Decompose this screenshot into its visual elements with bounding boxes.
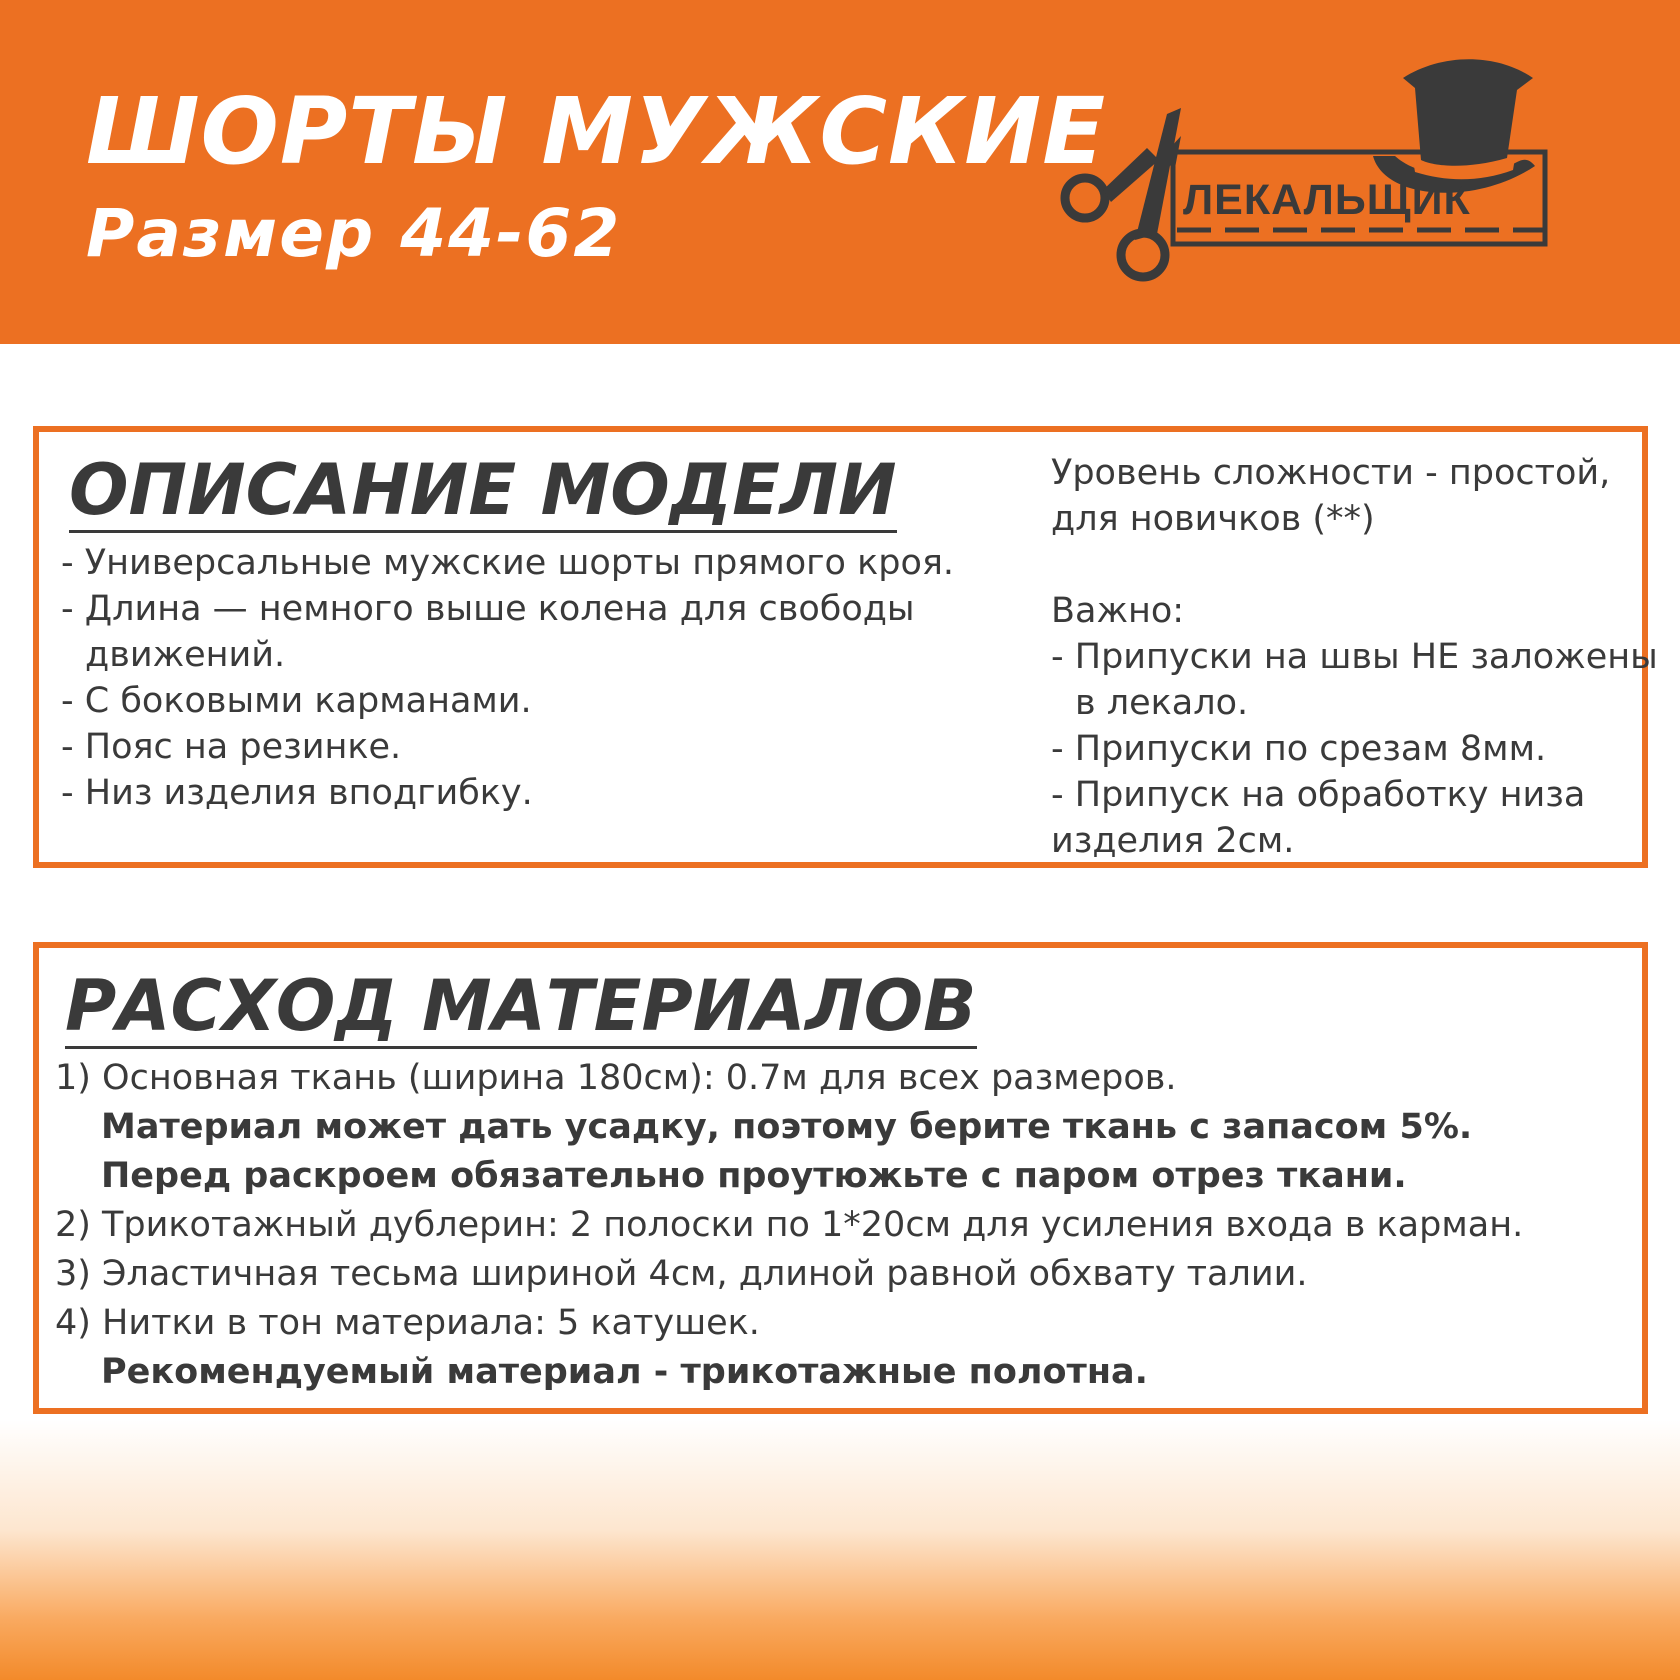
difficulty-note: Уровень сложности - простой,: [1051, 453, 1611, 493]
important-note: - Припуски по срезам 8мм.: [1051, 729, 1547, 769]
description-heading: ОПИСАНИЕ МОДЕЛИ: [69, 449, 897, 531]
important-note: - Припуски на швы НЕ заложены: [1051, 637, 1658, 677]
materials-box: [33, 942, 1648, 1414]
materials-list: [55, 1054, 1523, 1397]
page-title: ШОРТЫ МУЖСКИЕ: [86, 78, 1107, 185]
list-item: 2) Трикотажный дублерин: 2 полоски по 1*20см для усиления входа в карман.: [55, 1205, 1524, 1245]
list-item: - Низ изделия вподгибку.: [61, 773, 533, 813]
brand-logo: [1055, 48, 1565, 293]
list-item: движений.: [85, 635, 286, 675]
header-banner: [0, 0, 1680, 344]
logo-text: ЛЕКАЛЬЩИК: [1183, 176, 1471, 224]
list-item: 4) Нитки в тон материала: 5 катушек.: [55, 1303, 760, 1343]
list-item: 3) Эластичная тесьма шириной 4см, длиной равной обхвату талии.: [55, 1254, 1308, 1294]
scissors-top-hat-icon: [1055, 48, 1565, 293]
size-subtitle: Размер 44-62: [86, 195, 622, 272]
list-item: 1) Основная ткань (ширина 180см): 0.7м для всех размеров.: [55, 1058, 1177, 1098]
list-item: - Длина — немного выше колена для свободы: [61, 589, 915, 629]
list-item: - Универсальные мужские шорты прямого кроя.: [61, 543, 955, 583]
spacer-line: [1051, 542, 1658, 588]
important-note: - Припуск на обработку низа: [1051, 775, 1586, 815]
list-item: - Пояс на резинке.: [61, 727, 402, 767]
list-item: Материал может дать усадку, поэтому берите ткань с запасом 5%.: [101, 1107, 1473, 1147]
important-note: в лекало.: [1075, 683, 1249, 723]
side-notes: [1051, 450, 1658, 864]
difficulty-note: для новичков (**): [1051, 499, 1375, 539]
list-item: Перед раскроем обязательно проутюжьте с паром отрез ткани.: [101, 1156, 1407, 1196]
model-description-box: [33, 426, 1658, 868]
description-list: [61, 540, 954, 816]
important-note: изделия 2см.: [1051, 821, 1295, 861]
list-item: Рекомендуемый материал - трикотажные полотна.: [101, 1352, 1148, 1392]
important-label: Важно:: [1051, 591, 1185, 631]
list-item: - С боковыми карманами.: [61, 681, 532, 721]
materials-heading: РАСХОД МАТЕРИАЛОВ: [65, 965, 977, 1047]
